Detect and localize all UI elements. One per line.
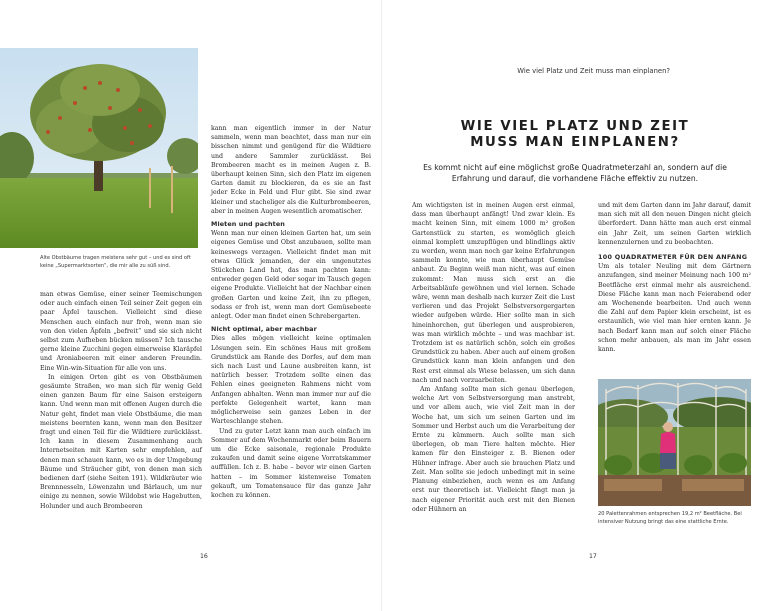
page-divider: [381, 0, 382, 611]
paragraph: In einigen Orten gibt es von Obstbäumen gesäumte Straßen, wo man sich für wenig Geld einen ganzen Baum für eine Saison ersteigern kann. Und wenn man mit offenen Augen durch die Natur geht, findet man viele Obstbäume, die man meistens beernten kann, wenn man den Besitzer fragt und einen Teil für die Wildtiere zurücklässt. Ich kann in diesem Zusammenhang auch Internetseiten mit Karten sehr empfehlen, auf denen man schauen kann, wo es in der Umgebung Bäume und Sträucher gibt, von denen man sich bedienen darf (siehe Seiten 191). Wildkräuter wie Brennnesseln, Löwenzahn und Bärlauch, um nur einige zu nennen, sowie Wildobst wie Hagebutten, Holunder und auch Brombeeren: [40, 373, 202, 510]
section-heading: Nicht optimal, aber machbar: [211, 325, 317, 334]
chapter-intro: Es kommt nicht auf eine möglichst große Quadratmeterzahl an, sondern auf die Erfahrung und darauf, die vorhandene Fläche effektiv zu nutzen.: [423, 163, 727, 183]
photo-caption: Alte Obstbäume tragen meistens sehr gut – und es sind oft keine „Supermarktsorten“, die mir alle zu süß sind.: [40, 255, 191, 269]
paragraph: und mit dem Garten dann im Jahr darauf, damit man sich mit all den neuen Dingen nicht gleich überfordert. Dann hätte man auch erst einmal ein Jahr Zeit, um seinen Garten wirklich kennenzulernen und zu beobachten.: [598, 202, 751, 246]
paragraph: Am wichtigsten ist in meinen Augen erst einmal, dass man überhaupt anfängt! Und zwar klein. Es macht keinen Sinn, mit einem 1000 m² großen Gartenstück zu starten, es womöglich gleich einmal komplett umzupflügen und blindlings aktiv zu werden, wenn man noch gar keine Erfahrungen sammeln konnte, wie man überhaupt Gemüse anbaut. Zu Beginn weiß man nicht, was auf einen zukommt: Man muss sich erst an die Arbeitsabläufe gewöhnen und viel lernen. Schade wäre, wenn man deshalb nach kurzer Zeit die Lust verlieren und das Projekt Selbstversorgergarten wieder aufgeben würde. Hier sollte man in sich hineinhorchen, gut überlegen und ausprobieren, was man wirklich möchte – und was machbar ist. Trotzdem ist es natürlich schön, solch ein großes Grundstück zu haben. Aber auch auf einem großen Grundstück kann man klein anfangen und den Rest erst einmal als Wiese belassen, um sich dann nach und nach vorzuarbeiten.: [412, 202, 575, 384]
page-number-right: 17: [589, 553, 597, 560]
garden-beds-illustration-icon: [598, 379, 751, 506]
page-number-left: 16: [200, 553, 208, 560]
section-heading: 100 QUADRATMETER FÜR DEN ANFANG: [598, 253, 748, 262]
chapter-title-line: MUSS MAN EINPLANEN?: [470, 135, 680, 150]
left-column-1: [40, 290, 202, 511]
paragraph: Und zu guter Letzt kann man auch einfach im Sommer auf dem Wochenmarkt oder beim Bauern um die Ecke saisonale, regionale Produkte zukaufen und damit seine eigene Vorratskammer auffüllen. Ich z. B. habe – bevor wir einen Garten hatten – im Sommer kistenweise Tomaten gekauft, um Tomatensauce für das ganze Jahr kochen zu können.: [211, 427, 371, 499]
paragraph: Um als totaler Neuling mit dem Gärtnern anzufangen, sind meiner Meinung nach 100 m² Beetfläche erst einmal mehr als ausreichend. Diese Fläche kann man nach Feierabend oder am Wochenende bearbeiten. Und auch wenn die Zahl auf dem Papier klein erscheint, ist es erstaunlich, wie viel man hier ernten kann. Je nach Bedarf kann man auf solch einer Fläche schon mehr anbauen, als man im Jahr essen kann.: [598, 263, 751, 354]
garden-beds-photo: [598, 379, 751, 506]
paragraph: kann man eigentlich immer in der Natur sammeln, wenn man beachtet, dass man nur ein bisschen nimmt und genügend für die Wildtiere und andere Sammler zurücklässt. Bei Brombeeren macht es in meinen Augen z. B. überhaupt keinen Sinn, sich den Platz im eigenen Garten damit zu blockieren, da es sie an fast jeder Ecke in Feld und Flur gibt. Sie sind zwar kleiner und stacheliger als die Kulturbrombeeren, aber in meinen Augen wesentlich aromatischer.: [211, 125, 371, 215]
paragraph: Am Anfang sollte man sich genau überlegen, welche Art von Selbstversorgung man anstrebt, und vor allem auch, wie viel Zeit man in der Woche hat, um sich um seinen Garten und im Sommer und Herbst auch um die Verarbeitung der Ernte zu kümmern. Auch sollte man sich überlegen, ob man Tiere halten möchte. Hier kamen für den Einsteiger z. B. Bienen oder Hühner infrage. Aber auch sie brauchen Platz und Zeit. Man sollte sie jedoch unbedingt mit in seine Planung einbeziehen, auch wenn es am Anfang erst nur theoretisch ist. Vielleicht fängt man ja nach eigener Priorität auch erst mit den Bienen oder Hühnern an: [412, 386, 575, 513]
right-column-1: [412, 201, 575, 514]
chapter-title: [410, 119, 740, 151]
section-heading: Mieten und pachten: [211, 220, 285, 229]
paragraph: Dies alles mögen vielleicht keine optimalen Lösungen sein. Ein schönes Haus mit großem Grundstück am Rande des Dorfes, auf dem man sich nach Lust und Laune ausbreiten kann, ist natürlich besser. Trotzdem sollte einen das Fehlen eines geeigneten Rahmens nicht vom Anfangen abhalten. Wenn man immer nur auf die perfekte Gelegenheit wartet, kann man möglicherweise sein ganzes Leben in der Warteschlange stehen.: [211, 335, 371, 426]
apple-tree-photo: [0, 48, 198, 248]
photo-caption: 20 Palettenrahmen entsprechen 19,2 m² Beetfläche. Bei intensiver Nutzung bringt das eine stattliche Ernte.: [598, 511, 742, 525]
running-head: Wie viel Platz und Zeit muss man einplanen?: [517, 67, 670, 75]
left-column-2: [211, 124, 371, 500]
paragraph: man etwas Gemüse, einer seiner Teemischungen oder auch einfach einen Teil seiner Zeit gegen ein paar Äpfel tauschen. Vielleicht sind diese Menschen auch einfach nur froh, wenn man sie von den vielen Äpfeln „befreit“ und sie sich nicht selbst zum Aufheben bücken müssen? Ich tausche gerne kleine Zucchini gegen eimerweise Klaräpfel und Aroniabeeren mit einer anderen Freundin. Eine Win-win-Situation für alle von uns.: [40, 291, 202, 372]
paragraph: Wenn man nur einen kleinen Garten hat, um sein eigenes Gemüse und Obst anzubauen, sollte man keineswegs verzagen. Vielleicht findet man mit etwas Glück jemanden, der ein ungenutztes Stückchen Land hat, das man pachten kann: entweder gegen Geld oder sogar im Tausch gegen eigene Produkte. Vielleicht hat der Nachbar einen großen Garten und keine Zeit, ihn zu pflegen, sodass er froh ist, wenn man dort Gemüsebeete anlegt. Oder man findet einen Schrebergarten.: [211, 230, 371, 321]
chapter-title-line: WIE VIEL PLATZ UND ZEIT: [460, 119, 690, 134]
right-column-2: [598, 201, 751, 354]
apple-tree-illustration-icon: [0, 48, 198, 248]
